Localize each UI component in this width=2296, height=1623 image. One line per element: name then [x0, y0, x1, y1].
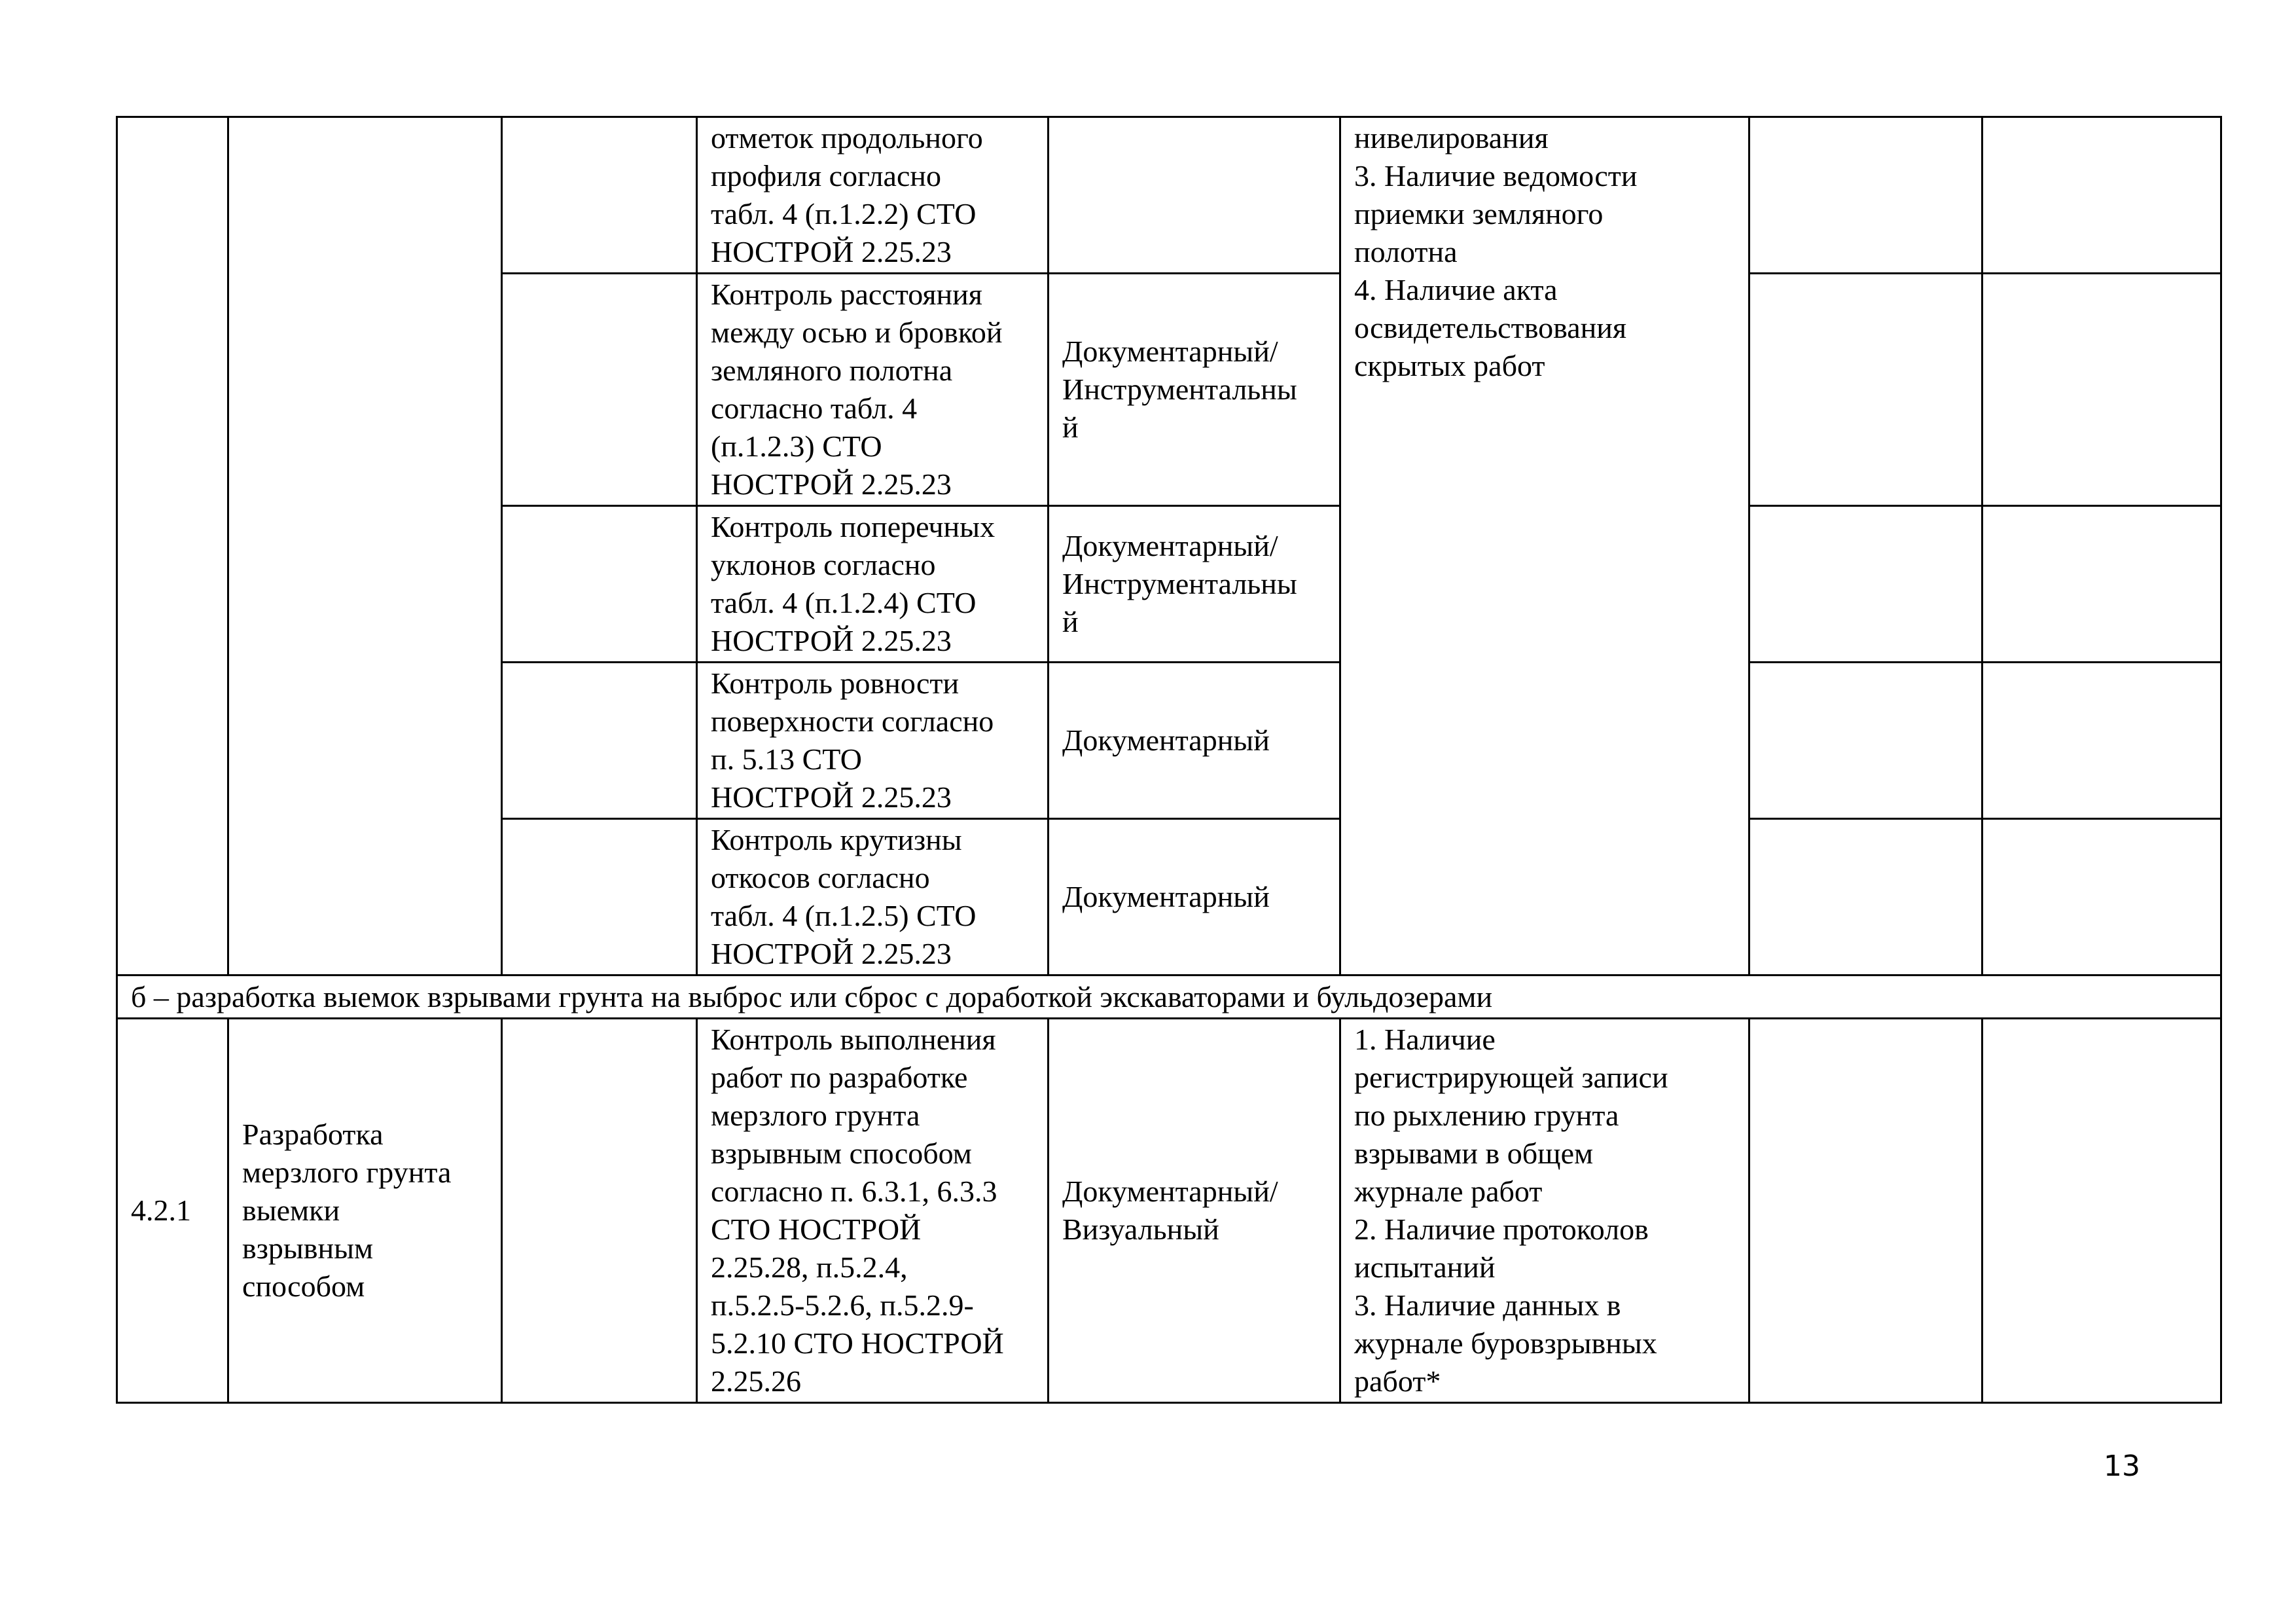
empty-cell	[502, 117, 697, 274]
page-number: 13	[2104, 1450, 2140, 1483]
required-documents-cell: нивелирования 3. Наличие ведомости приемки земляного полотна 4. Наличие акта освидетельствования скрытых работ	[1340, 117, 1749, 976]
work-cell	[228, 117, 502, 976]
section-title: б – разработка выемок взрывами грунта на выброс или сброс с доработкой экскаваторами и бульдозерами	[117, 976, 2221, 1019]
table-row	[117, 117, 2221, 274]
control-method-cell: Документарный/ Визуальный	[1049, 1019, 1340, 1403]
work-cell: Разработка мерзлого грунта выемки взрывным способом	[228, 1019, 502, 1403]
control-item-cell: Контроль ровности поверхности согласно п. 5.13 СТО НОСТРОЙ 2.25.23	[697, 663, 1049, 819]
control-method-cell: Документарный/ Инструментальны й	[1049, 274, 1340, 506]
empty-cell	[502, 506, 697, 663]
control-item-cell: Контроль расстояния между осью и бровкой земляного полотна согласно табл. 4 (п.1.2.3) СТО НОСТРОЙ 2.25.23	[697, 274, 1049, 506]
empty-cell	[502, 274, 697, 506]
control-item-cell: Контроль поперечных уклонов согласно табл. 4 (п.1.2.4) СТО НОСТРОЙ 2.25.23	[697, 506, 1049, 663]
control-table	[116, 116, 2222, 1404]
required-documents-cell: 1. Наличие регистрирующей записи по рыхлению грунта взрывами в общем журнале работ 2. Наличие протоколов испытаний 3. Наличие данных в журнале буровзрывных работ*	[1340, 1019, 1749, 1403]
control-method-cell: Документарный	[1049, 663, 1340, 819]
empty-cell	[1749, 819, 1982, 976]
control-method-cell: Документарный	[1049, 819, 1340, 976]
empty-cell	[1749, 506, 1982, 663]
section-header-row	[117, 976, 2221, 1019]
empty-cell	[1982, 663, 2221, 819]
empty-cell	[1749, 117, 1982, 274]
control-item-cell: Контроль выполнения работ по разработке мерзлого грунта взрывным способом согласно п. 6.3.1, 6.3.3 СТО НОСТРОЙ 2.25.28, п.5.2.4, п.5.2.5-5.2.6, п.5.2.9- 5.2.10 СТО НОСТРОЙ 2.25.26	[697, 1019, 1049, 1403]
number-cell: 4.2.1	[117, 1019, 228, 1403]
empty-cell	[1749, 1019, 1982, 1403]
empty-cell	[1982, 117, 2221, 274]
number-cell	[117, 117, 228, 976]
control-item-cell: отметок продольного профиля согласно табл. 4 (п.1.2.2) СТО НОСТРОЙ 2.25.23	[697, 117, 1049, 274]
empty-cell	[1982, 274, 2221, 506]
empty-cell	[502, 663, 697, 819]
control-item-cell: Контроль крутизны откосов согласно табл. 4 (п.1.2.5) СТО НОСТРОЙ 2.25.23	[697, 819, 1049, 976]
control-method-cell: Документарный/ Инструментальны й	[1049, 506, 1340, 663]
control-method-cell	[1049, 117, 1340, 274]
empty-cell	[502, 819, 697, 976]
table-row	[117, 1019, 2221, 1403]
empty-cell	[1749, 663, 1982, 819]
empty-cell	[1749, 274, 1982, 506]
empty-cell	[1982, 819, 2221, 976]
empty-cell	[1982, 1019, 2221, 1403]
empty-cell	[502, 1019, 697, 1403]
empty-cell	[1982, 506, 2221, 663]
